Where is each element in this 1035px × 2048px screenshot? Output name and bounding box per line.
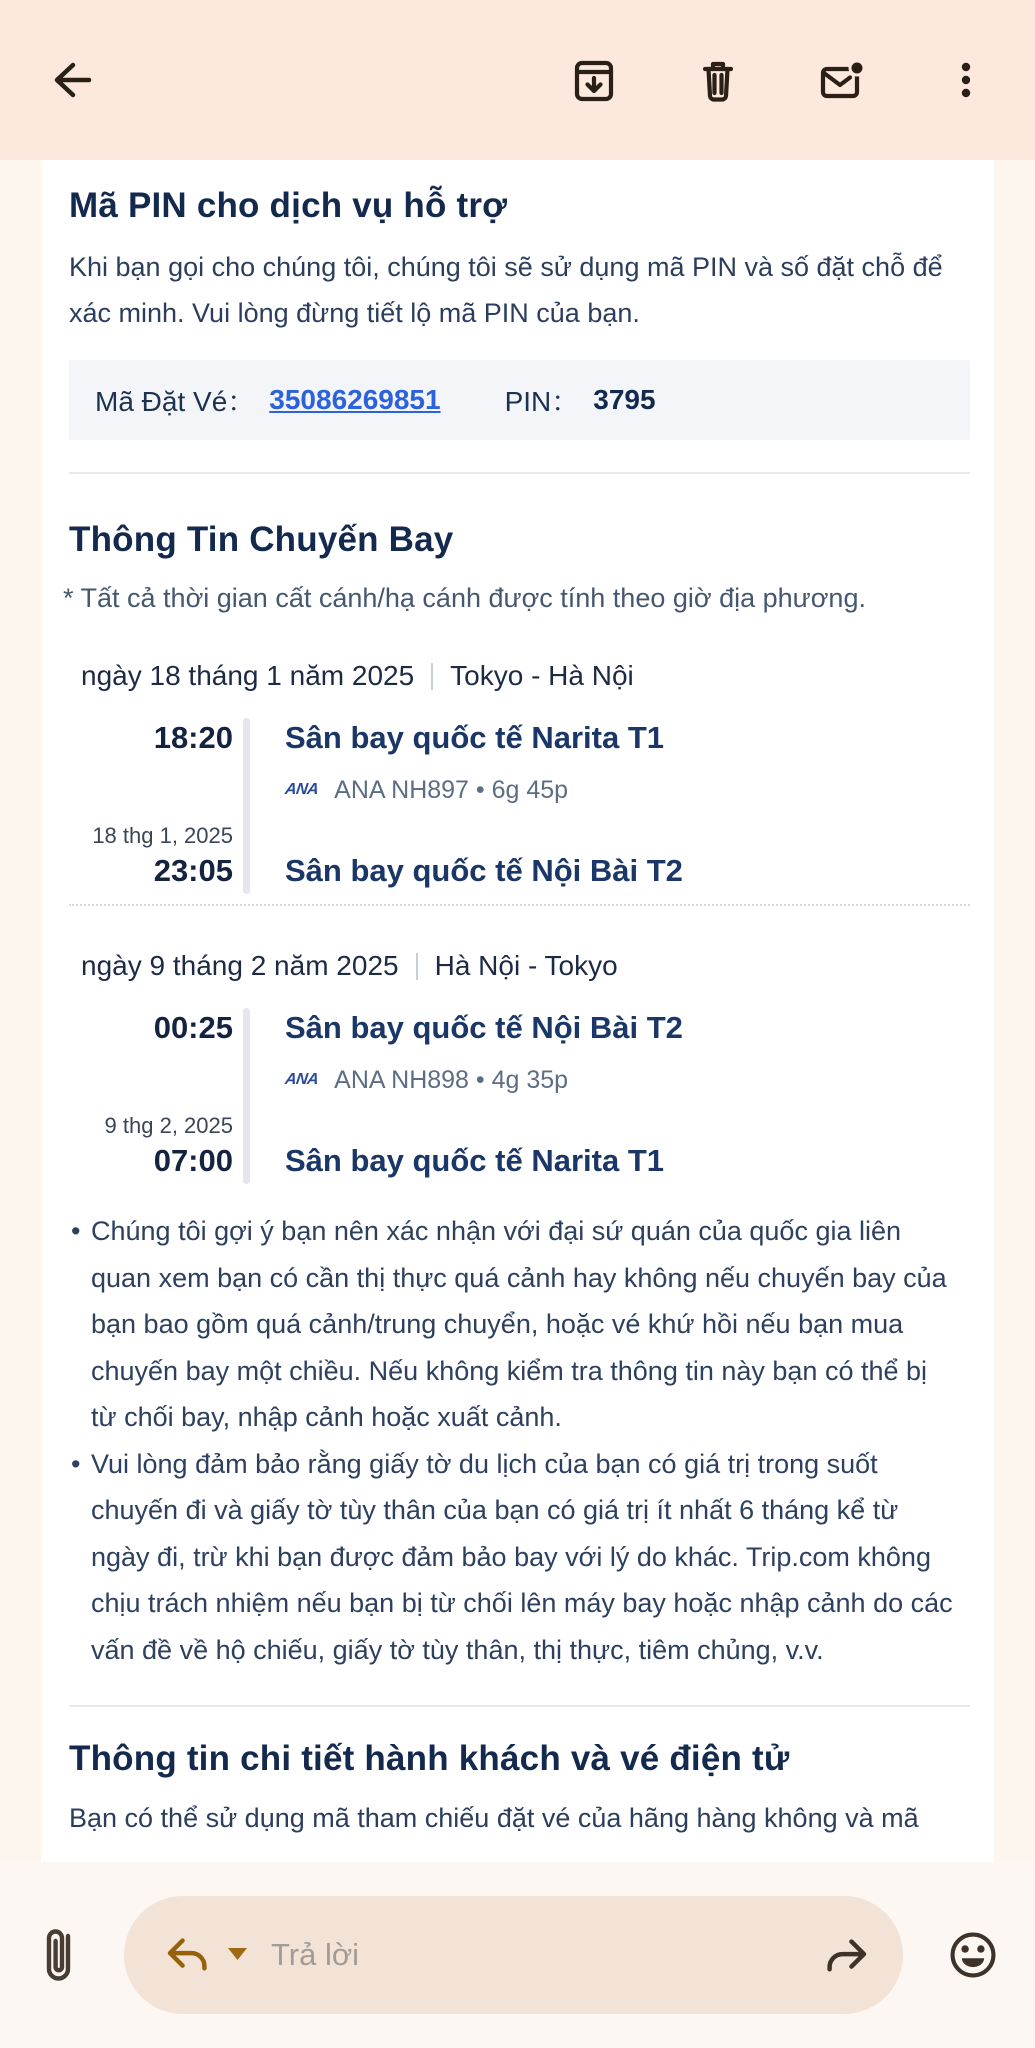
airline-row	[259, 1063, 970, 1097]
toolbar-actions	[568, 54, 992, 106]
arrival-time: 07:00	[153, 1143, 233, 1178]
departure-time: 18:20	[153, 720, 233, 755]
reply-bar	[0, 1862, 1035, 2048]
passenger-section-body: Bạn có thể sử dụng mã tham chiếu đặt vé của hãng hàng không và mã	[69, 1803, 919, 1833]
arrival-time: 23:05	[153, 853, 233, 888]
trash-icon	[693, 55, 743, 105]
booking-code-label: Mã Đặt Vé：	[95, 386, 256, 417]
section-divider	[69, 472, 970, 474]
flight-date: ngày 18 tháng 1 năm 2025	[81, 660, 415, 691]
arrival-airport: Sân bay quốc tế Narita T1	[285, 1143, 664, 1178]
flight-route: Hà Nội - Tokyo	[434, 950, 618, 981]
passenger-section-title: Thông tin chi tiết hành khách và vé điện tử	[69, 1739, 790, 1778]
emoji-smiley-icon	[947, 1929, 999, 1981]
timeline-bar	[243, 718, 250, 894]
date-route-separator	[431, 663, 433, 690]
airline-flight-info: ANA NH898 • 4g 35p	[334, 1065, 569, 1094]
flight-date-row	[81, 950, 970, 982]
booking-pin-box	[69, 360, 970, 440]
pin-value: 3795	[593, 384, 656, 415]
email-body-card[interactable]	[41, 160, 994, 1862]
pin-label: PIN：	[504, 386, 580, 417]
booking-number-link[interactable]: 35086269851	[269, 384, 441, 415]
date-route-separator	[416, 953, 418, 980]
arrival-time-block	[105, 1112, 233, 1182]
arrival-date: 9 thg 2, 2025	[104, 1113, 233, 1138]
flight-segment	[69, 1006, 970, 1182]
reply-arrow-icon	[162, 1929, 212, 1982]
attachment-button[interactable]	[33, 1929, 85, 1981]
archive-icon	[569, 55, 619, 105]
arrival-airport: Sân bay quốc tế Nội Bài T2	[285, 853, 683, 888]
flight-timezone-note: * Tất cả thời gian cất cánh/hạ cánh được tính theo giờ địa phương.	[63, 583, 866, 613]
ana-airline-logo-icon: ANA	[283, 1071, 320, 1088]
emoji-button[interactable]	[947, 1929, 999, 1981]
notice-item: • Vui lòng đảm bảo rằng giấy tờ du lịch của bạn có giá trị trong suốt chuyến đi và giấy tờ tùy thân của bạn có giá trị ít nhất 6 tháng kể từ ngày đi, trừ khi bạn được đảm bảo bay với lý do khác. Trip.com không chịu trách nhiệm nếu bạn bị từ chối lên máy bay hoặc nhập cảnh do các vấn đề về hộ chiếu, giấy tờ tùy thân, thị thực, tiêm chủng, v.v.	[91, 1441, 954, 1674]
flight-date: ngày 9 tháng 2 năm 2025	[81, 950, 399, 981]
timeline-bar	[243, 1008, 250, 1184]
back-button[interactable]	[45, 54, 97, 106]
flight-segment	[69, 716, 970, 892]
paperclip-icon	[36, 1924, 82, 1986]
mark-unread-button[interactable]	[816, 54, 868, 106]
quick-reply-field[interactable]	[124, 1896, 903, 2014]
airline-flight-info: ANA NH897 • 6g 45p	[334, 775, 569, 804]
reply-dropdown-icon	[228, 1947, 247, 1964]
email-toolbar	[0, 0, 1035, 160]
ana-airline-logo-icon: ANA	[283, 781, 320, 798]
delete-button[interactable]	[692, 54, 744, 106]
more-vert-icon	[942, 56, 990, 104]
notice-item: • Chúng tôi gợi ý bạn nên xác nhận với đại sứ quán của quốc gia liên quan xem bạn có cần thị thực quá cảnh hay không nếu chuyến bay của bạn bao gồm quá cảnh/trung chuyển, hoặc vé khứ hồi nếu bạn mua chuyến bay một chiều. Nếu không kiểm tra thông tin này bạn có thể bị từ chối bay, nhập cảnh hoặc xuất cảnh.	[91, 1208, 954, 1441]
departure-airport: Sân bay quốc tế Nội Bài T2	[285, 1010, 683, 1045]
reply-input[interactable]	[271, 1937, 821, 1973]
departure-airport: Sân bay quốc tế Narita T1	[285, 720, 664, 755]
flight-section-title: Thông Tin Chuyến Bay	[69, 520, 454, 559]
section-divider	[69, 1705, 970, 1707]
more-options-button[interactable]	[940, 54, 992, 106]
reply-mode-button[interactable]	[162, 1929, 247, 1982]
travel-notices-list	[69, 1208, 970, 1673]
flight-date-row	[81, 660, 970, 692]
flight-route: Tokyo - Hà Nội	[450, 660, 634, 691]
departure-time: 00:25	[153, 1010, 233, 1045]
back-arrow-icon	[47, 56, 95, 104]
mail-unread-icon	[816, 55, 868, 105]
pin-section-body: Khi bạn gọi cho chúng tôi, chúng tôi sẽ sử dụng mã PIN và số đặt chỗ để xác minh. Vui lòng đừng tiết lộ mã PIN của bạn.	[69, 252, 943, 328]
forward-arrow-icon	[822, 1930, 872, 1980]
pin-section-title: Mã PIN cho dịch vụ hỗ trợ	[69, 186, 508, 225]
arrival-date: 18 thg 1, 2025	[92, 823, 233, 848]
segment-dotted-divider	[69, 904, 970, 906]
arrival-time-block	[92, 822, 233, 892]
airline-row	[259, 773, 970, 807]
archive-button[interactable]	[568, 54, 620, 106]
forward-button[interactable]	[821, 1929, 873, 1981]
